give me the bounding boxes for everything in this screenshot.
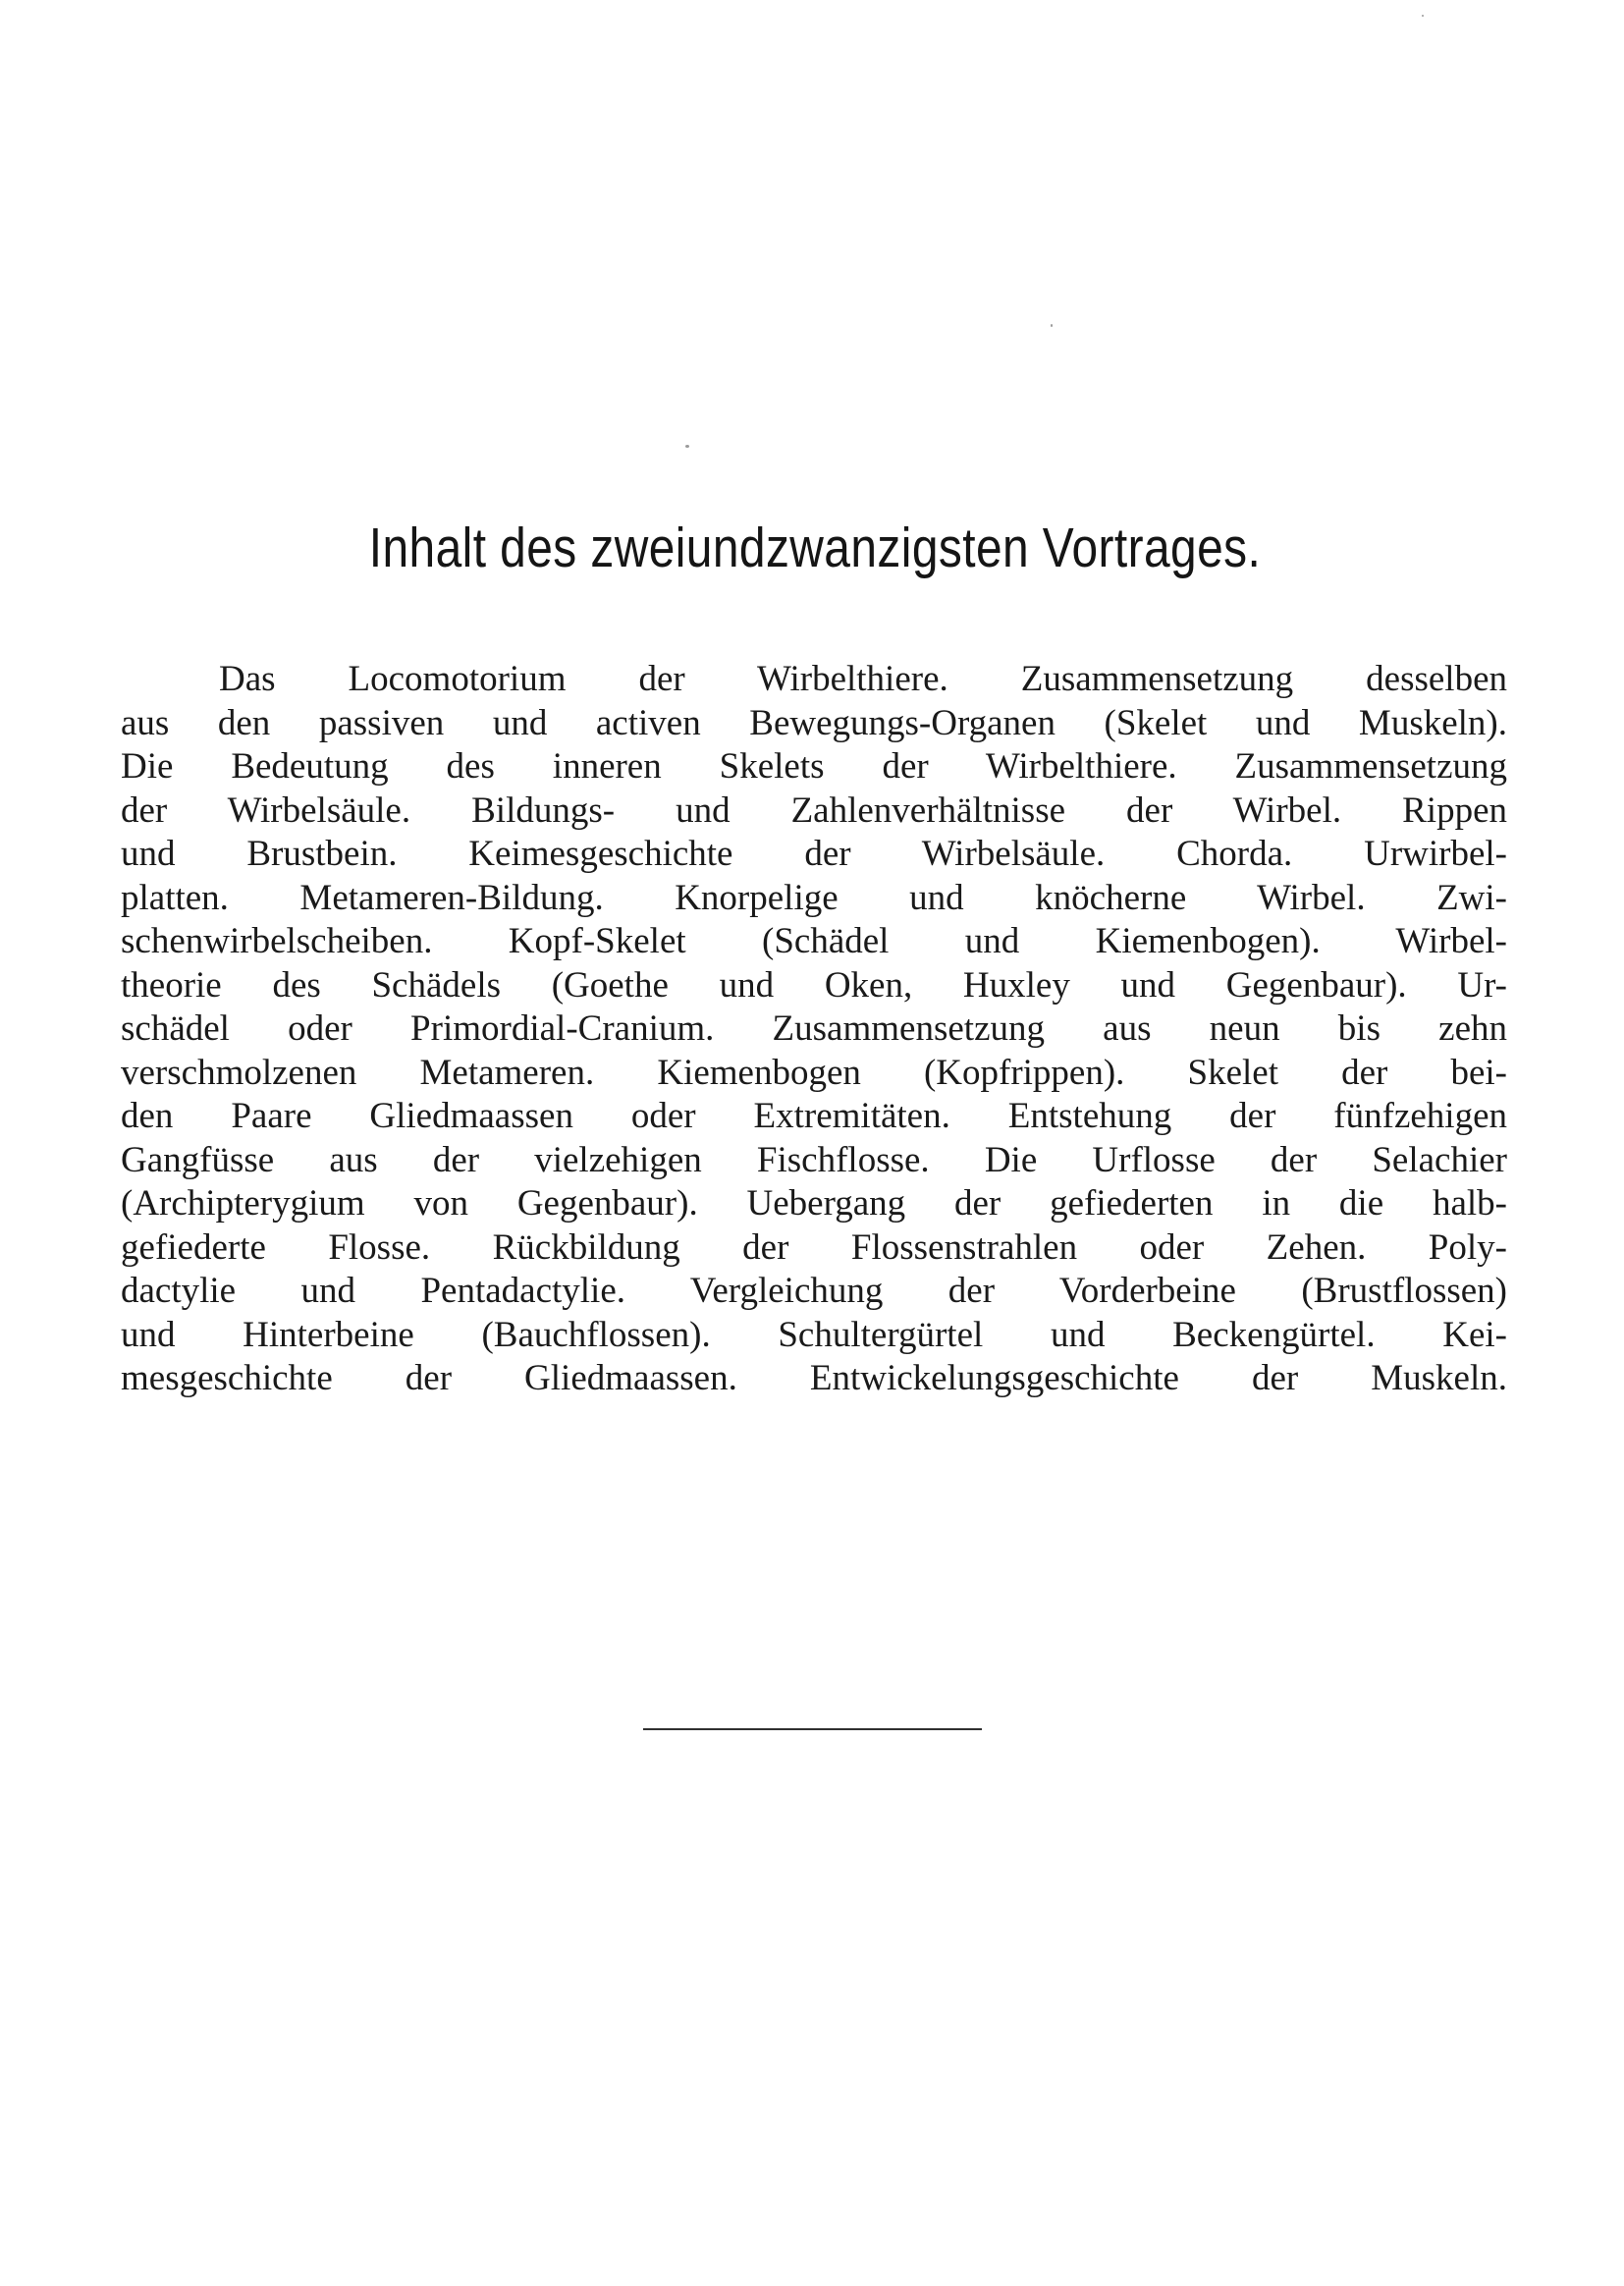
paragraph-line: Das Locomotorium der Wirbelthiere. Zusammensetzung desselben xyxy=(219,659,1507,699)
paragraph-line: (Archipterygium von Gegenbaur). Uebergang der gefiederten in die halb- xyxy=(121,1183,1507,1224)
paragraph-line: schenwirbelscheiben. Kopf-Skelet (Schädel und Kiemenbogen). Wirbel- xyxy=(121,921,1507,961)
page-title: Inhalt des zweiundzwanzigsten Vortrages. xyxy=(368,517,1262,579)
paragraph-line: platten. Metameren-Bildung. Knorpelige und knöcherne Wirbel. Zwi- xyxy=(121,877,1507,918)
paragraph-line: schädel oder Primordial-Cranium. Zusammensetzung aus neun bis zehn xyxy=(121,1008,1507,1049)
paragraph-line: den Paare Gliedmaassen oder Extremitäten. Entstehung der fünfzehigen xyxy=(121,1096,1507,1136)
paragraph-line: Gangfüsse aus der vielzehigen Fischflosse. Die Urflosse der Selachier xyxy=(121,1139,1507,1180)
table-of-contents-paragraph xyxy=(121,658,1507,1401)
paper-speck xyxy=(1051,324,1053,327)
paragraph-line: der Wirbelsäule. Bildungs- und Zahlenverhältnisse der Wirbel. Rippen xyxy=(121,789,1507,831)
paragraph-line: verschmolzenen Metameren. Kiemenbogen (Kopfrippen). Skelet der bei- xyxy=(121,1052,1507,1093)
paragraph-line: mesgeschichte der Gliedmaassen. Entwickelungsgeschichte der Muskeln. xyxy=(121,1358,1507,1398)
paragraph-line: dactylie und Pentadactylie. Vergleichung der Vorderbeine (Brustflossen) xyxy=(121,1271,1507,1311)
paragraph-line: gefiederte Flosse. Rückbildung der Flossenstrahlen oder Zehen. Poly- xyxy=(121,1226,1507,1268)
paper-speck xyxy=(685,445,689,448)
paragraph-line: Die Bedeutung des inneren Skelets der Wirbelthiere. Zusammensetzung xyxy=(121,746,1507,787)
paper-speck xyxy=(1422,15,1424,17)
paragraph-line: und Hinterbeine (Bauchflossen). Schultergürtel und Beckengürtel. Kei- xyxy=(121,1314,1507,1355)
section-divider xyxy=(643,1728,982,1730)
paragraph-line: aus den passiven und activen Bewegungs-Organen (Skelet und Muskeln). xyxy=(121,702,1507,743)
paragraph-line: und Brustbein. Keimesgeschichte der Wirbelsäule. Chorda. Urwirbel- xyxy=(121,834,1507,874)
paragraph-line: theorie des Schädels (Goethe und Oken, Huxley und Gegenbaur). Ur- xyxy=(121,964,1507,1006)
